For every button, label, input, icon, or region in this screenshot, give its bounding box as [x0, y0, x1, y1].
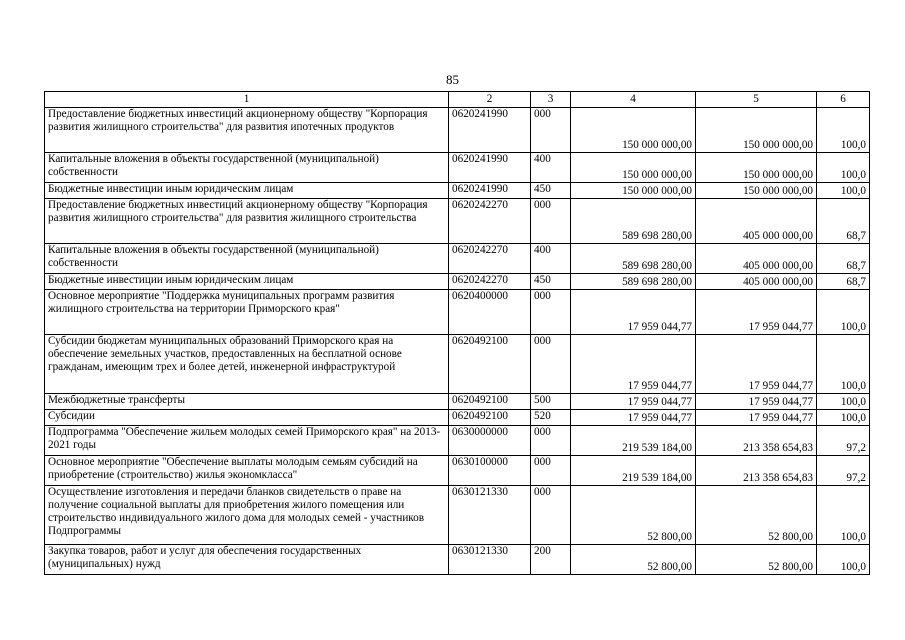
row-plan-cell: 17 959 044,77: [571, 394, 696, 410]
table-row: [45, 426, 870, 456]
row-type-cell: 450: [531, 274, 571, 290]
row-code-cell: 0630121330: [449, 486, 531, 545]
row-type-cell: 000: [531, 335, 571, 394]
column-header: 5: [696, 92, 817, 108]
row-percent-cell: 68,7: [817, 274, 870, 290]
column-header: 3: [531, 92, 571, 108]
table-row: [45, 335, 870, 394]
row-plan-cell: 150 000 000,00: [571, 108, 696, 153]
row-name-cell: Предоставление бюджетных инвестиций акционерному обществу "Корпорация развития жилищного строительства" для развития жилищного строительства: [45, 199, 449, 244]
row-plan-cell: 219 539 184,00: [571, 456, 696, 486]
row-fact-cell: 405 000 000,00: [696, 244, 817, 274]
row-name-cell: Капитальные вложения в объекты государственной (муниципальной) собственности: [45, 244, 449, 274]
column-header: 4: [571, 92, 696, 108]
row-code-cell: 0620241990: [449, 153, 531, 183]
table-row: [45, 274, 870, 290]
row-type-cell: 000: [531, 456, 571, 486]
table-row: [45, 199, 870, 244]
row-fact-cell: 17 959 044,77: [696, 410, 817, 426]
row-code-cell: 0620492100: [449, 394, 531, 410]
row-plan-cell: 150 000 000,00: [571, 183, 696, 199]
row-fact-cell: 17 959 044,77: [696, 335, 817, 394]
column-header: 6: [817, 92, 870, 108]
table-row: [45, 545, 870, 575]
row-percent-cell: 97,2: [817, 456, 870, 486]
table-row: [45, 244, 870, 274]
row-name-cell: Предоставление бюджетных инвестиций акционерному обществу "Корпорация развития жилищного строительства" для развития ипотечных продуктов: [45, 108, 449, 153]
row-plan-cell: 52 800,00: [571, 545, 696, 575]
table-row: [45, 183, 870, 199]
table-row: [45, 456, 870, 486]
row-fact-cell: 405 000 000,00: [696, 274, 817, 290]
row-percent-cell: 100,0: [817, 183, 870, 199]
row-type-cell: 000: [531, 486, 571, 545]
row-name-cell: Бюджетные инвестиции иным юридическим лицам: [45, 274, 449, 290]
row-name-cell: Субсидии: [45, 410, 449, 426]
row-plan-cell: 17 959 044,77: [571, 410, 696, 426]
column-header: 2: [449, 92, 531, 108]
row-percent-cell: 100,0: [817, 108, 870, 153]
row-name-cell: Осуществление изготовления и передачи бланков свидетельств о праве на получение социальной выплаты для приобретения жилого помещения или строительство индивидуального жилого дома для молодых семей - участников Подпрограммы: [45, 486, 449, 545]
row-name-cell: Закупка товаров, работ и услуг для обеспечения государственных (муниципальных) нужд: [45, 545, 449, 575]
table-row: [45, 410, 870, 426]
row-code-cell: 0620241990: [449, 183, 531, 199]
row-plan-cell: 589 698 280,00: [571, 244, 696, 274]
row-fact-cell: 405 000 000,00: [696, 199, 817, 244]
row-code-cell: 0620242270: [449, 199, 531, 244]
row-code-cell: 0620241990: [449, 108, 531, 153]
row-code-cell: 0630100000: [449, 456, 531, 486]
row-plan-cell: 17 959 044,77: [571, 290, 696, 335]
row-code-cell: 0620242270: [449, 274, 531, 290]
row-fact-cell: 52 800,00: [696, 486, 817, 545]
row-percent-cell: 100,0: [817, 486, 870, 545]
row-type-cell: 000: [531, 108, 571, 153]
row-fact-cell: 52 800,00: [696, 545, 817, 575]
row-type-cell: 400: [531, 153, 571, 183]
table-row: [45, 394, 870, 410]
column-header: 1: [45, 92, 449, 108]
row-code-cell: 0620242270: [449, 244, 531, 274]
row-plan-cell: 219 539 184,00: [571, 426, 696, 456]
table-row: [45, 290, 870, 335]
row-fact-cell: 17 959 044,77: [696, 394, 817, 410]
row-name-cell: Бюджетные инвестиции иным юридическим лицам: [45, 183, 449, 199]
row-type-cell: 400: [531, 244, 571, 274]
row-percent-cell: 100,0: [817, 545, 870, 575]
row-fact-cell: 150 000 000,00: [696, 153, 817, 183]
row-plan-cell: 589 698 280,00: [571, 274, 696, 290]
row-type-cell: 000: [531, 199, 571, 244]
row-percent-cell: 100,0: [817, 410, 870, 426]
row-code-cell: 0620492100: [449, 335, 531, 394]
row-fact-cell: 213 358 654,83: [696, 456, 817, 486]
row-name-cell: Капитальные вложения в объекты государственной (муниципальной) собственности: [45, 153, 449, 183]
table-row: [45, 153, 870, 183]
row-name-cell: Подпрограмма "Обеспечение жильем молодых семей Приморского края" на 2013-2021 годы: [45, 426, 449, 456]
row-percent-cell: 68,7: [817, 244, 870, 274]
row-fact-cell: 150 000 000,00: [696, 183, 817, 199]
row-percent-cell: 100,0: [817, 290, 870, 335]
row-fact-cell: 17 959 044,77: [696, 290, 817, 335]
row-type-cell: 000: [531, 426, 571, 456]
row-percent-cell: 97,2: [817, 426, 870, 456]
row-plan-cell: 150 000 000,00: [571, 153, 696, 183]
table-header-row: [45, 92, 870, 108]
row-name-cell: Субсидии бюджетам муниципальных образований Приморского края на обеспечение земельных участков, предоставленных на бесплатной основе гражданам, имеющим трех и более детей, инженерной инфраструктурой: [45, 335, 449, 394]
row-percent-cell: 100,0: [817, 394, 870, 410]
row-plan-cell: 17 959 044,77: [571, 335, 696, 394]
row-name-cell: Межбюджетные трансферты: [45, 394, 449, 410]
row-percent-cell: 100,0: [817, 153, 870, 183]
budget-table: [44, 91, 870, 575]
row-code-cell: 0630000000: [449, 426, 531, 456]
row-type-cell: 520: [531, 410, 571, 426]
row-type-cell: 450: [531, 183, 571, 199]
row-plan-cell: 589 698 280,00: [571, 199, 696, 244]
row-percent-cell: 68,7: [817, 199, 870, 244]
row-code-cell: 0620492100: [449, 410, 531, 426]
row-fact-cell: 213 358 654,83: [696, 426, 817, 456]
row-percent-cell: 100,0: [817, 335, 870, 394]
table-row: [45, 108, 870, 153]
row-type-cell: 200: [531, 545, 571, 575]
table-row: [45, 486, 870, 545]
page-number: 85: [446, 72, 459, 87]
row-code-cell: 0630121330: [449, 545, 531, 575]
row-type-cell: 000: [531, 290, 571, 335]
row-plan-cell: 52 800,00: [571, 486, 696, 545]
row-code-cell: 0620400000: [449, 290, 531, 335]
row-name-cell: Основное мероприятие "Поддержка муниципальных программ развития жилищного строительства на территории Приморского края": [45, 290, 449, 335]
row-fact-cell: 150 000 000,00: [696, 108, 817, 153]
row-name-cell: Основное мероприятие "Обеспечение выплаты молодым семьям субсидий на приобретение (строительство) жилья экономкласса": [45, 456, 449, 486]
row-type-cell: 500: [531, 394, 571, 410]
